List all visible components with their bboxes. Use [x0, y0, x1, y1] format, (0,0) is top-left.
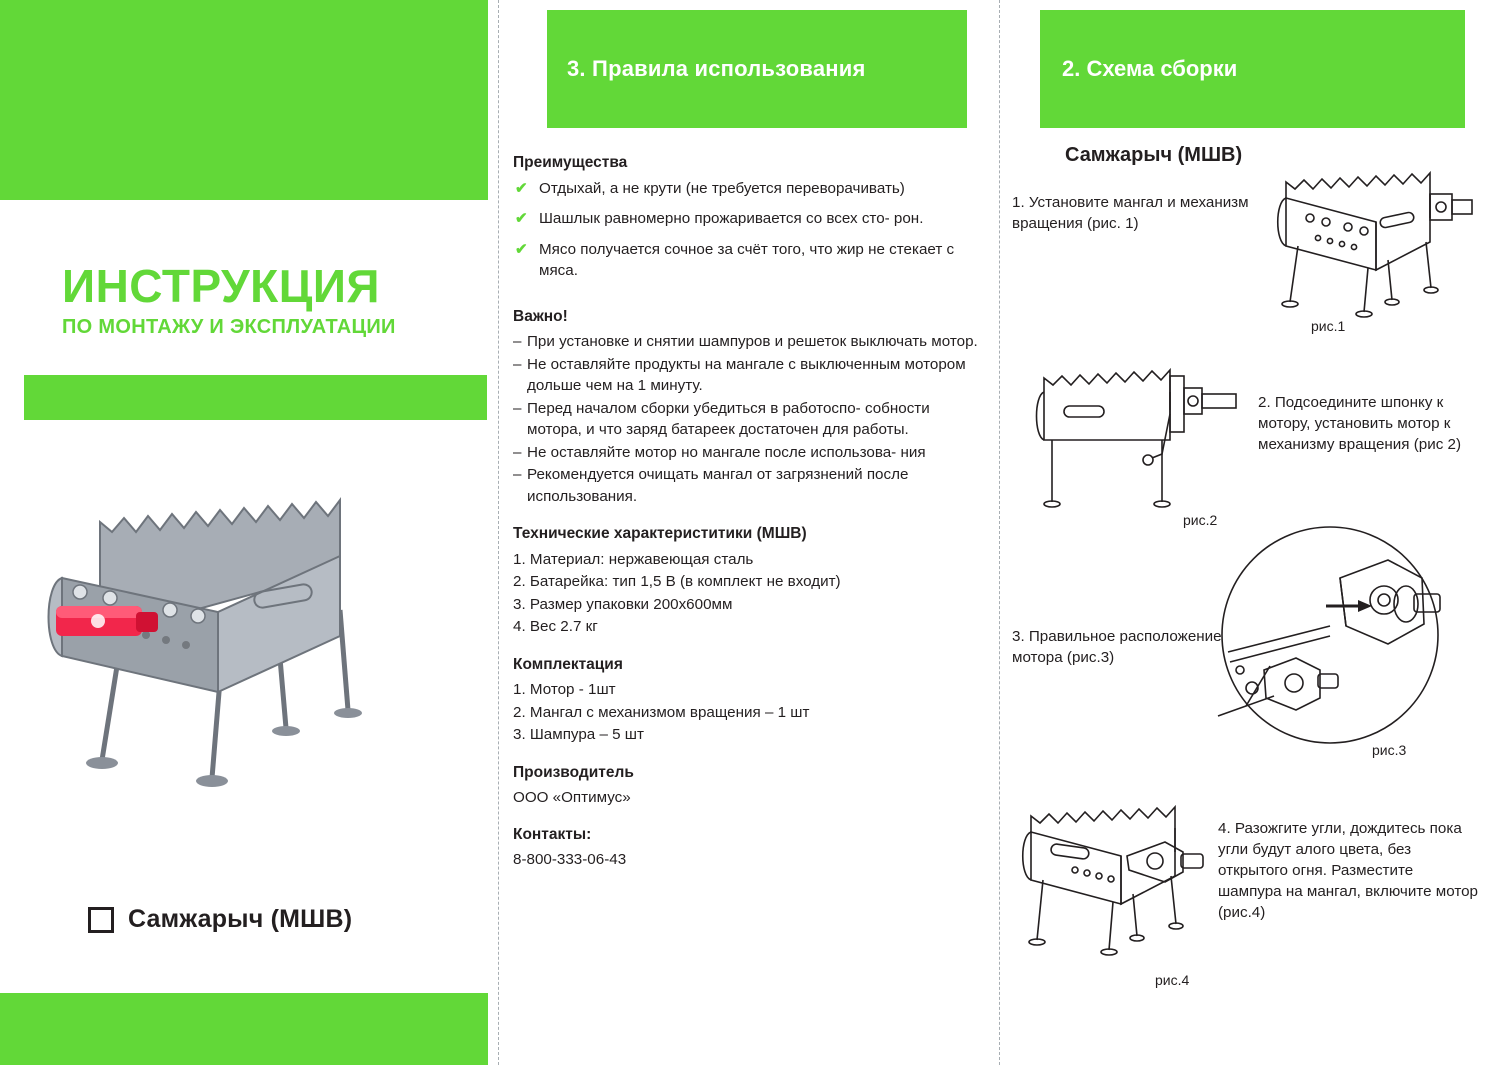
fold-line-left [498, 0, 499, 1065]
assembly-step-2-text: 2. Подсоедините шпонку к мотору, установить мотор к механизму вращения (рис 2) [1258, 394, 1462, 453]
list-item [513, 398, 983, 441]
important-text: Перед началом сборки убедиться в работоспо- собности мотора, и что заряд батареек достаточен для работы. [527, 399, 930, 438]
list-item: 2. Мангал с механизмом вращения – 1 шт [513, 703, 810, 721]
page-title: ИНСТРУКЦИЯ [62, 260, 380, 312]
rules-panel [499, 0, 999, 1065]
cover-bottom-band [0, 993, 488, 1065]
rules-body [513, 152, 983, 871]
fold-line-right [999, 0, 1000, 1065]
advantages-list [513, 178, 983, 282]
assembly-figure-4-caption: рис.4 [1155, 972, 1190, 988]
list-item: 2. Батарейка: тип 1,5 В (в комплект не входит) [513, 573, 841, 590]
advantages-title: Преимущества [513, 154, 628, 171]
dash-marker: – [513, 333, 522, 350]
dash-marker: – [513, 466, 522, 483]
important-title: Важно! [513, 307, 568, 325]
advantage-text: Шашлык равномерно прожаривается со всех сто- рон. [539, 210, 924, 227]
checkbox-icon[interactable] [88, 907, 114, 933]
specs-list [513, 549, 983, 638]
advantage-text: Отдыхай, а не крути (не требуется переворачивать) [539, 179, 905, 197]
assembly-product-label: Самжарыч (МШВ) [1065, 144, 1243, 166]
important-list [513, 331, 983, 507]
manufacturer-value: ООО «Оптимус» [513, 789, 631, 806]
specs-title: Технические характериститики (МШВ) [513, 525, 807, 542]
rules-header [547, 10, 967, 128]
product-illustration [40, 460, 460, 820]
dash-marker: – [513, 355, 522, 373]
important-text: При установке и снятии шампуров и решеток выключать мотор. [527, 333, 978, 350]
list-item: 1. Материал: нержавеющая сталь [513, 550, 754, 568]
assembly-step-3-text: 3. Правильное расположение мотора (рис.3) [1012, 628, 1222, 666]
cover-title-block [62, 262, 482, 338]
cover-top-band [0, 0, 488, 200]
kit-title: Комплектация [513, 655, 623, 673]
advantage-text: Мясо получается сочное за счёт того, что жир не стекает с мяса. [539, 240, 955, 279]
assembly-figure-3-caption: рис.3 [1372, 742, 1407, 758]
assembly-figure-2 [1030, 362, 1250, 522]
list-item [513, 354, 983, 397]
cover-panel [0, 0, 498, 1065]
dash-marker: – [513, 443, 522, 461]
list-item: 3. Шампура – 5 шт [513, 726, 644, 743]
check-icon: ✔ [515, 240, 528, 258]
rules-header-label: 3. Правила использования [567, 56, 866, 81]
cover-accent-bar [24, 375, 487, 420]
list-item [513, 178, 983, 200]
assembly-step-1-text: 1. Установите мангал и механизм вращения (рис. 1) [1012, 194, 1249, 232]
assembly-step-4-text: 4. Разожгите угли, дождитесь пока угли будут алого цвета, без открытого огня. Разместите шампура на мангал, включите мотор (рис.4) [1218, 820, 1478, 921]
list-item: 4. Вес 2.7 кг [513, 618, 598, 635]
contacts-title: Контакты: [513, 825, 592, 843]
list-item: 1. Мотор - 1шт [513, 681, 616, 698]
list-item [513, 208, 983, 230]
assembly-figure-1 [1268, 160, 1483, 320]
manufacturer-title: Производитель [513, 763, 634, 781]
check-icon: ✔ [515, 179, 528, 197]
important-text: Рекомендуется очищать мангал от загрязнений после использования. [527, 466, 909, 505]
list-item [513, 442, 983, 464]
list-item [513, 331, 983, 353]
page-subtitle: ПО МОНТАЖУ И ЭКСПЛУАТАЦИИ [62, 316, 396, 338]
important-text: Не оставляйте мотор но мангале после использова- ния [527, 443, 926, 461]
assembly-header-label: 2. Схема сборки [1062, 56, 1238, 81]
list-item [513, 239, 983, 282]
assembly-figure-4 [1015, 790, 1230, 965]
cover-product-label: Самжарыч (МШВ) [128, 905, 353, 933]
check-icon: ✔ [515, 210, 528, 227]
assembly-figure-3 [1200, 520, 1465, 750]
list-item: 3. Размер упаковки 200x600мм [513, 595, 733, 613]
kit-list [513, 679, 983, 746]
list-item [513, 464, 983, 507]
assembly-figure-2-caption: рис.2 [1183, 512, 1218, 528]
dash-marker: – [513, 399, 522, 417]
assembly-figure-1-caption: рис.1 [1311, 318, 1346, 334]
important-text: Не оставляйте продукты на мангале с выключенным мотором дольше чем на 1 минуту. [527, 355, 966, 394]
assembly-header [1040, 10, 1465, 128]
cover-product-row [88, 905, 352, 934]
contacts-phone[interactable]: 8-800-333-06-43 [513, 851, 627, 868]
